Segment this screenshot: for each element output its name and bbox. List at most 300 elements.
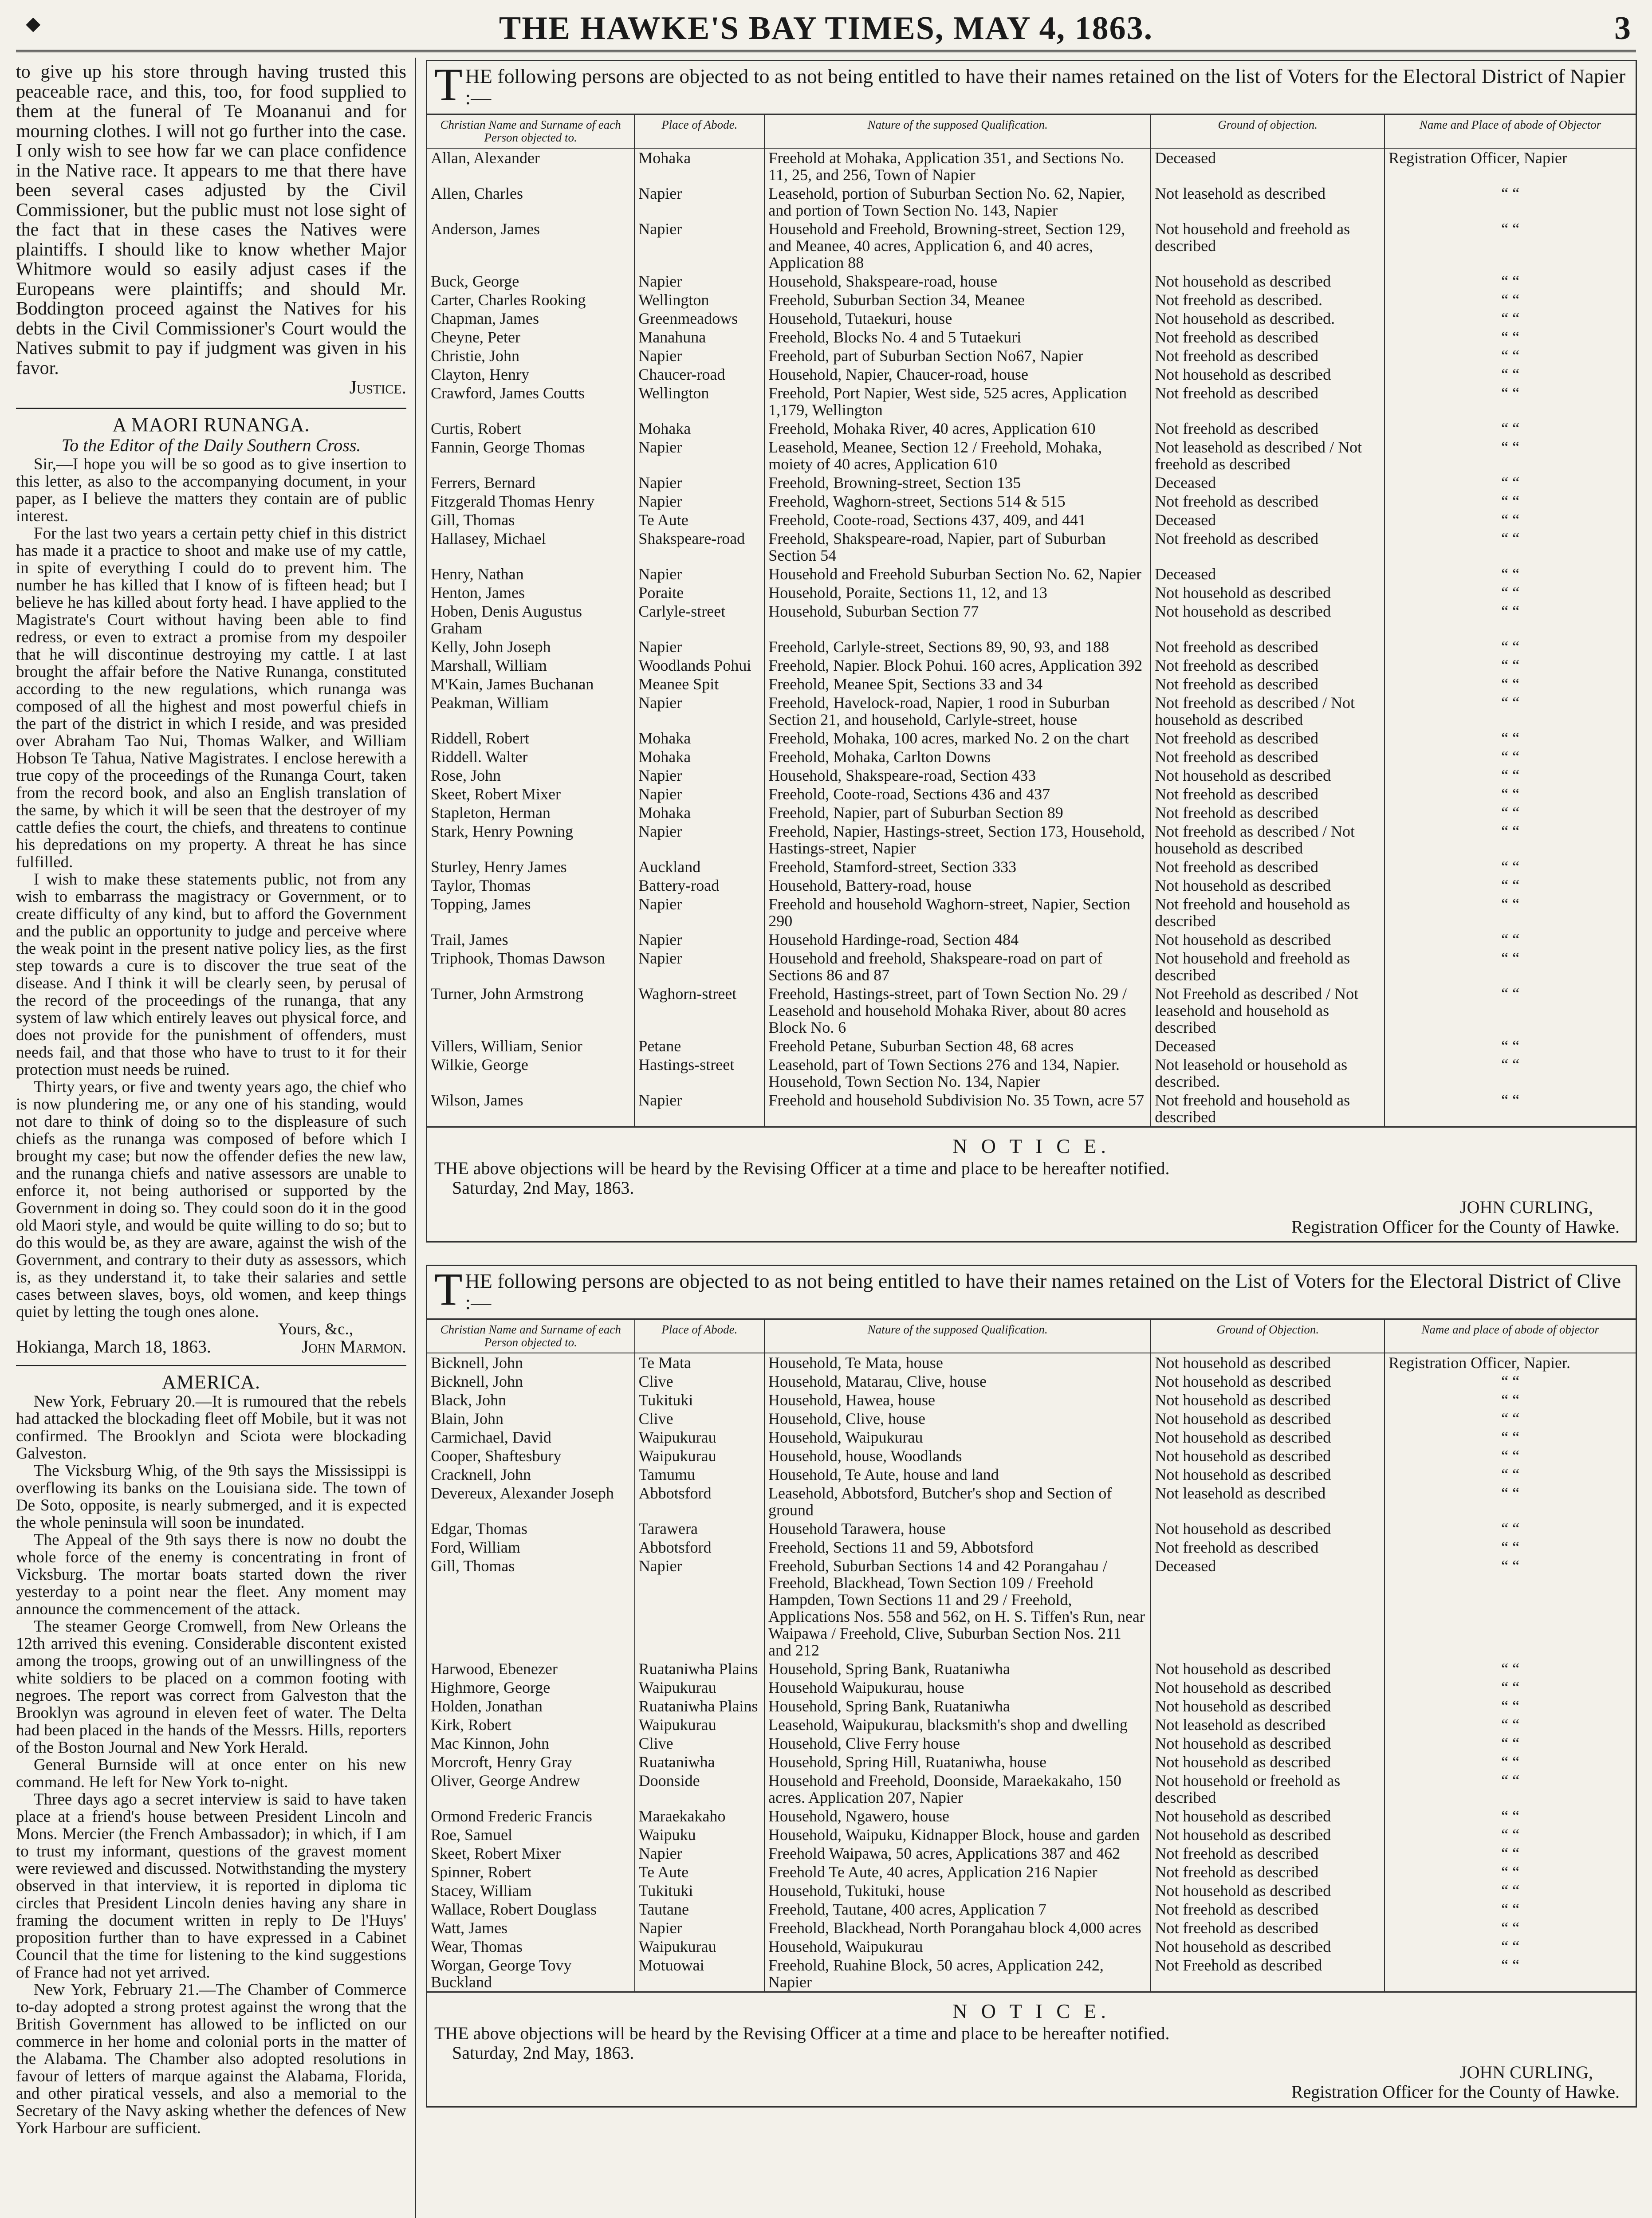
cell-ground: Not household as described xyxy=(1151,1937,1385,1956)
cell-name: Triphook, Thomas Dawson xyxy=(431,949,606,967)
cell-abode: Manahuna xyxy=(634,328,764,346)
table-row xyxy=(427,419,1636,438)
cell-ground: Not freehold as described xyxy=(1151,803,1385,822)
cell-objector: “ “ xyxy=(1385,328,1636,346)
table-row xyxy=(427,529,1636,565)
cell-qualification: Household, Waipukurau xyxy=(764,1937,1151,1956)
cell-qualification: Freehold, Tautane, 400 acres, Application 7 xyxy=(764,1900,1151,1919)
cell-objector: “ “ xyxy=(1385,602,1636,637)
masthead xyxy=(0,0,1652,49)
cell-abode: Napier xyxy=(634,346,764,365)
divider xyxy=(16,1365,406,1366)
cell-name: Henton, James xyxy=(431,584,525,602)
cell-ground: Not household or freehold as described xyxy=(1151,1771,1385,1807)
cell-ground: Not household as described xyxy=(1151,1372,1385,1391)
cell-objector: “ “ xyxy=(1385,656,1636,675)
table-row xyxy=(427,602,1636,637)
cell-abode: Clive xyxy=(635,1409,764,1428)
table-row xyxy=(427,583,1636,602)
cell-qualification: Leasehold, portion of Suburban Section No. 62, Napier, and portion of Town Section No. 143, Napier xyxy=(764,184,1151,220)
notice-office: Registration Officer for the County of Hawke. xyxy=(1291,1217,1620,1237)
table-row xyxy=(427,1538,1636,1557)
cell-objector: “ “ xyxy=(1385,511,1636,529)
cell-abode: Waipukurau xyxy=(635,1937,764,1956)
cell-name: Allen, Charles xyxy=(431,185,523,202)
cell-objector: “ “ xyxy=(1385,184,1636,220)
cell-objector: “ “ xyxy=(1385,384,1636,419)
cell-qualification: Household, Clive Ferry house xyxy=(764,1734,1151,1753)
masthead-rule xyxy=(16,50,1636,52)
cell-objector: “ “ xyxy=(1385,1734,1636,1753)
cell-objector: “ “ xyxy=(1385,766,1636,785)
cell-ground: Not household as described xyxy=(1151,365,1385,384)
cell-ground: Not household as described xyxy=(1151,1447,1385,1465)
cell-name: Devereux, Alexander Joseph xyxy=(431,1484,614,1502)
cell-abode: Wellington xyxy=(634,291,764,309)
cell-ground: Not household as described xyxy=(1151,1825,1385,1844)
cell-abode: Napier xyxy=(634,492,764,511)
napier-intro xyxy=(427,59,1636,114)
cell-ground: Not freehold as described xyxy=(1151,1538,1385,1557)
cell-abode: Petane xyxy=(634,1037,764,1055)
cell-abode: Auckland xyxy=(634,857,764,876)
cell-name: Kelly, John Joseph xyxy=(431,638,551,656)
cell-abode: Maraekakaho xyxy=(635,1807,764,1825)
cell-abode: Tamumu xyxy=(635,1465,764,1484)
cell-name: M'Kain, James Buchanan xyxy=(431,675,594,693)
cell-abode: Tukituki xyxy=(635,1881,764,1900)
cell-abode: Napier xyxy=(634,637,764,656)
drop-cap: T xyxy=(434,59,463,110)
cell-name: Wallace, Robert Douglass xyxy=(431,1900,597,1918)
cell-abode: Napier xyxy=(634,565,764,583)
cell-ground: Not Freehold as described / Not leasehold and household as described xyxy=(1151,984,1385,1037)
clive-intro xyxy=(427,1264,1636,1318)
table-row xyxy=(427,473,1636,492)
cell-objector: “ “ xyxy=(1385,984,1636,1037)
cell-abode: Poraite xyxy=(634,583,764,602)
cell-ground: Not household and freehold as described xyxy=(1151,949,1385,984)
cell-abode: Mohaka xyxy=(634,803,764,822)
col-header-ground: Ground of Objection. xyxy=(1151,1319,1385,1353)
cell-name: Watt, James xyxy=(431,1919,508,1937)
cell-name: Roe, Samuel xyxy=(431,1826,512,1844)
cell-name: Fannin, George Thomas xyxy=(431,438,585,456)
cell-ground: Not freehold as described xyxy=(1151,346,1385,365)
table-row xyxy=(427,1391,1636,1409)
table-row xyxy=(427,1753,1636,1771)
cell-ground: Not freehold as described / Not household as described xyxy=(1151,693,1385,729)
cell-abode: Doonside xyxy=(635,1771,764,1807)
table-row xyxy=(427,1844,1636,1863)
cell-objector: “ “ xyxy=(1385,1484,1636,1519)
cell-objector: “ “ xyxy=(1385,930,1636,949)
cell-abode: Mohaka xyxy=(634,419,764,438)
cell-abode: Abbotsford xyxy=(635,1538,764,1557)
cell-abode: Napier xyxy=(634,930,764,949)
cell-qualification: Freehold, Blocks No. 4 and 5 Tutaekuri xyxy=(764,328,1151,346)
cell-qualification: Household, Napier, Chaucer-road, house xyxy=(764,365,1151,384)
cell-name: Gill, Thomas xyxy=(431,511,515,529)
cell-objector: “ “ xyxy=(1385,1538,1636,1557)
article-continuation: to give up his store through having trusted this peaceable race, and this, too, for food supplied to them at the funeral of Te Moananui and for mourning clothes. I will not go further into the case. I only wish to see how far we can place confidence in the Native race. It appears to me that there have been several cases adjusted by the Civil Commissioner, but the public must not lose sight of the fact that in these cases the Natives were plaintiffs. I should like to know whether Major Whitmore would so easily adjust cases if the Europeans were plaintiffs; and should Mr. Boddington proceed against the Natives for his debts in the Civil Commissioner's Court would the Natives submit to pay if judgment was given in his favor. xyxy=(16,62,406,378)
intro-text: HE following persons are objected to as not being entitled to have their names retained on the list of Voters for the Electoral District of Napier :— xyxy=(465,65,1626,109)
paragraph: Three days ago a secret interview is said to have taken place at a friend's house between President Lincoln and Mons. Mercier (the French Ambassador); in which, if I am to trust my informant, questions of the gravest moment were reviewed and discussed. Notwithstanding the mystery observed in that interview, it is reported in diploma tic circles that President Lincoln denies having any share in framing the document written in reply to De l'Huys' proposition further than to have expressed in a Cabinet Council that the time for listening to the kind suggestions of France had not yet arrived. xyxy=(16,1790,406,1982)
cell-abode: Napier xyxy=(635,1844,764,1863)
cell-ground: Not household as described xyxy=(1151,1409,1385,1428)
cell-objector: “ “ xyxy=(1385,309,1636,328)
cell-abode: Te Aute xyxy=(634,511,764,529)
cell-objector: “ “ xyxy=(1385,1678,1636,1697)
cell-abode: Greenmeadows xyxy=(634,309,764,328)
cell-name: Harwood, Ebenezer xyxy=(431,1660,558,1678)
notice-signer: JOHN CURLING, xyxy=(1460,2062,1593,2082)
intro-text: HE following persons are objected to as not being entitled to have their names retained on the List of Voters for the Electoral District of Clive :— xyxy=(465,1270,1621,1313)
paragraph: Thirty years, or five and twenty years ago, the chief who is now plundering me, or any one of his standing, would not dare to think of doing so to the displeasure of such chiefs as the runanga was composed of before which I brought my case; but now the offender defies the new law, and the runanga chiefs and native assessors are unable to enforce it, not being authorised or supported by the Government in doing so. They could soon do it in the good old Maori style, and would be quite willing to do so; but to do this would be, as they are aware, against the wish of the Government, and contrary to their duty as assessors, which is, as they understand it, to take their salaries and settle cases between slaves, boys, old women, and keep things quiet by letting the tough ones alone. xyxy=(16,1078,406,1321)
cell-name: Stark, Henry Powning xyxy=(431,822,573,840)
cell-objector: “ “ xyxy=(1385,1660,1636,1678)
cell-ground: Deceased xyxy=(1151,1037,1385,1055)
cell-qualification: Freehold, Coote-road, Sections 436 and 437 xyxy=(764,785,1151,803)
cell-ground: Not leasehold as described / Not freehold as described xyxy=(1151,438,1385,473)
cell-name: Allan, Alexander xyxy=(431,149,540,167)
cell-ground: Not Freehold as described xyxy=(1151,1956,1385,1991)
cell-name: Buck, George xyxy=(431,272,519,290)
cell-abode: Napier xyxy=(635,1919,764,1937)
table-row xyxy=(427,1956,1636,1991)
cell-qualification: Freehold, Havelock-road, Napier, 1 rood in Suburban Section 21, and household, Carlyle-street, house xyxy=(764,693,1151,729)
cell-abode: Mohaka xyxy=(634,729,764,747)
headline-runanga: A MAORI RUNANGA. xyxy=(112,413,310,436)
cell-abode: Tautane xyxy=(635,1900,764,1919)
cell-abode: Wellington xyxy=(634,384,764,419)
cell-ground: Not freehold and household as described xyxy=(1151,1091,1385,1126)
cell-name: Highmore, George xyxy=(431,1679,551,1696)
cell-objector: “ “ xyxy=(1385,1844,1636,1863)
cell-qualification: Freehold, Napier. Block Pohui. 160 acres, Application 392 xyxy=(764,656,1151,675)
table-row xyxy=(427,822,1636,857)
cell-qualification: Freehold, Blackhead, North Porangahau block 4,000 acres xyxy=(764,1919,1151,1937)
cell-objector: “ “ xyxy=(1385,785,1636,803)
table-row xyxy=(427,930,1636,949)
cell-ground: Not freehold as described xyxy=(1151,675,1385,693)
cell-name: Hoben, Denis Augustus Graham xyxy=(431,602,582,637)
cell-name: Skeet, Robert Mixer xyxy=(431,785,561,803)
cell-objector: “ “ xyxy=(1385,220,1636,272)
cell-ground: Not freehold as described xyxy=(1151,747,1385,766)
cell-qualification: Household and Freehold, Browning-street, Section 129, and Meanee, 40 acres, Application 6, and 40 acres, Application 88 xyxy=(764,220,1151,272)
clive-table-body xyxy=(427,1353,1636,1991)
table-row xyxy=(427,984,1636,1037)
cell-objector: “ “ xyxy=(1385,1447,1636,1465)
cell-name: Riddell. Walter xyxy=(431,748,528,766)
cell-objector: “ “ xyxy=(1385,1465,1636,1484)
cell-ground: Not household as described xyxy=(1151,930,1385,949)
cell-name: Stacey, William xyxy=(431,1882,532,1899)
cell-abode: Woodlands Pohui xyxy=(634,656,764,675)
cell-qualification: Household, Battery-road, house xyxy=(764,876,1151,895)
paragraph: For the last two years a certain petty chief in this district has made it a practice to shoot and make use of my cattle, in spite of everything I could do to prevent him. The number he has killed that I know of is fifteen head; but I believe he has killed about forty head. I have applied to the Magistrate's Court without having been able to find redress, or even to extract a promise from my despoiler that he will discontinue destroying my cattle. I at last brought the affair before the Native Runanga, constituted according to the new regulations, which runanga was composed of all the highest and most powerful chiefs in the part of the district in which I reside, and was presided over Abraham Tao Nui, Thomas Walker, and William Hobson Te Tahua, Native Magistrates. I enclose herewith a true copy of the proceedings of the Runanga Court, taken from the record book, and also an English translation of the same, by which it will be seen that the destroyer of my cattle defies the court, the chiefs, and threatens to continue his depredations on my property. A threat he has since fulfilled. xyxy=(16,524,406,871)
cell-name: Fitzgerald Thomas Henry xyxy=(431,492,595,510)
table-row xyxy=(427,1519,1636,1538)
cell-qualification: Leasehold, Meanee, Section 12 / Freehold, Mohaka, moiety of 40 acres, Application 610 xyxy=(764,438,1151,473)
cell-abode: Clive xyxy=(635,1734,764,1753)
table-row xyxy=(427,729,1636,747)
cell-qualification: Leasehold, part of Town Sections 276 and 134, Napier. Household, Town Section No. 134, Napier xyxy=(764,1055,1151,1091)
col-header-abode: Place of Abode. xyxy=(634,114,764,149)
table-row xyxy=(427,272,1636,291)
cell-objector: “ “ xyxy=(1385,1091,1636,1126)
clive-objections-table xyxy=(427,1318,1636,1991)
cell-qualification: Household, Poraite, Sections 11, 12, and 13 xyxy=(764,583,1151,602)
cell-qualification: Household, Te Mata, house xyxy=(764,1353,1151,1372)
paragraph: I wish to make these statements public, not from any wish to embarrass the magistracy or Government, or to create difficulty of any kind, but to afford the Government and the public an opportunity to judge and perceive where the weak point in the present native policy lies, as the first step towards a cure is to discover the true seat of the disease. And I think it will be clearly seen, by perusal of the record of the proceedings of the runanga, that any system of law which entirely leaves out physical force, and does not provide for the punishment of offenders, must needs fail, and that those who have to trust to it for their protection must needs be ruined. xyxy=(16,870,406,1079)
cell-abode: Napier xyxy=(634,693,764,729)
cell-name: Morcroft, Henry Gray xyxy=(431,1753,572,1771)
cell-ground: Deceased xyxy=(1151,148,1385,184)
col-header-objector: Name and place of abode of objector xyxy=(1385,1319,1636,1353)
notice-title: N O T I C E. xyxy=(952,1135,1110,1157)
table-row xyxy=(427,148,1636,184)
cell-abode: Waghorn-street xyxy=(634,984,764,1037)
right-column xyxy=(426,60,1637,2108)
cell-ground: Not household as described xyxy=(1151,1465,1385,1484)
table-row xyxy=(427,565,1636,583)
cell-abode: Clive xyxy=(635,1372,764,1391)
cell-ground: Not freehold as described xyxy=(1151,1844,1385,1863)
cell-abode: Ruataniwha Plains xyxy=(635,1660,764,1678)
cell-abode: Napier xyxy=(634,272,764,291)
cell-ground: Not freehold as described / Not household as described xyxy=(1151,822,1385,857)
cell-objector: “ “ xyxy=(1385,1409,1636,1428)
cell-qualification: Freehold, Suburban Sections 14 and 42 Porangahau / Freehold, Blackhead, Town Section 109 / Freehold Hampden, Town Sections 11 and 29 / Freehold, Applications Nos. 558 and 562, on H. S. Tiffen's Run, near Waipawa / Freehold, Clive, Suburban Section Nos. 211 and 212 xyxy=(764,1557,1151,1660)
table-header-row xyxy=(427,1319,1636,1353)
cell-objector: “ “ xyxy=(1385,895,1636,930)
cell-objector: “ “ xyxy=(1385,565,1636,583)
table-row xyxy=(427,1771,1636,1807)
table-row xyxy=(427,346,1636,365)
table-row xyxy=(427,895,1636,930)
runanga-subhead: To the Editor of the Daily Southern Cross. xyxy=(61,435,361,455)
cell-objector: “ “ xyxy=(1385,1428,1636,1447)
cell-qualification: Freehold, Hastings-street, part of Town Section No. 29 / Leasehold and household Mohaka River, about 80 acres Block No. 6 xyxy=(764,984,1151,1037)
cell-abode: Napier xyxy=(634,766,764,785)
table-row xyxy=(427,693,1636,729)
notice-office: Registration Officer for the County of Hawke. xyxy=(1291,2082,1620,2102)
cell-name: Curtis, Robert xyxy=(431,420,521,437)
cell-objector: “ “ xyxy=(1385,1900,1636,1919)
cell-name: Chapman, James xyxy=(431,310,539,327)
cell-objector: Registration Officer, Napier. xyxy=(1385,1353,1636,1372)
cell-abode: Meanee Spit xyxy=(634,675,764,693)
cell-name: Christie, John xyxy=(431,347,520,365)
cell-name: Wilkie, George xyxy=(431,1056,528,1074)
table-row xyxy=(427,1055,1636,1091)
paragraph: The steamer George Cromwell, from New Orleans the 12th arrived this evening. Considerable discontent existed among the troops, growing out of an unwillingness of the white soldiers to be placed on a common footing with negroes. The report was correct from Galveston that the Brooklyn was aground in eleven feet of water. The Delta had been placed in the hands of the Messrs. Hills, reporters of the Boston Journal and New York Herald. xyxy=(16,1617,406,1757)
table-row xyxy=(427,1807,1636,1825)
table-row xyxy=(427,309,1636,328)
paragraph: New York, February 21.—The Chamber of Commerce to-day adopted a strong protest against the wrong that the British Government has allowed to be inflicted on our commerce in her home and colonial ports in the matter of the Alabama. The Chamber also adopted resolutions in favour of letters of marque against the Alabama, Florida, and other piratical vessels, and also a memorial to the Secretary of the Navy asking whether the defences of New York Harbour are sufficient. xyxy=(16,1981,406,2137)
cell-abode: Napier xyxy=(634,184,764,220)
table-row xyxy=(427,1037,1636,1055)
table-header-row xyxy=(427,114,1636,149)
col-header-abode: Place of Abode. xyxy=(635,1319,764,1353)
cell-qualification: Household, Waipukurau xyxy=(764,1428,1151,1447)
cell-qualification: Freehold, Port Napier, West side, 525 acres, Application 1,179, Wellington xyxy=(764,384,1151,419)
cell-objector: “ “ xyxy=(1385,857,1636,876)
cell-ground: Not freehold as described xyxy=(1151,857,1385,876)
cell-ground: Deceased xyxy=(1151,1557,1385,1660)
table-row xyxy=(427,1428,1636,1447)
cell-name: Wilson, James xyxy=(431,1091,523,1109)
cell-objector: Registration Officer, Napier xyxy=(1385,148,1636,184)
cell-ground: Not freehold as described xyxy=(1151,656,1385,675)
table-row xyxy=(427,1825,1636,1844)
cell-ground: Not freehold as described xyxy=(1151,1900,1385,1919)
cell-name: Holden, Jonathan xyxy=(431,1697,543,1715)
cell-name: Worgan, George Tovy Buckland xyxy=(431,1956,572,1991)
cell-qualification: Freehold, Browning-street, Section 135 xyxy=(764,473,1151,492)
cell-qualification: Household Waipukurau, house xyxy=(764,1678,1151,1697)
cell-ground: Not freehold as described xyxy=(1151,529,1385,565)
cell-ground: Deceased xyxy=(1151,511,1385,529)
cell-abode: Ruataniwha Plains xyxy=(635,1697,764,1715)
cell-objector: “ “ xyxy=(1385,1037,1636,1055)
cell-objector: “ “ xyxy=(1385,438,1636,473)
cell-qualification: Freehold at Mohaka, Application 351, and Sections No. 11, 25, and 256, Town of Napier xyxy=(764,148,1151,184)
napier-table-body xyxy=(427,148,1636,1126)
cell-ground: Not household as described xyxy=(1151,602,1385,637)
cell-qualification: Freehold Te Aute, 40 acres, Application 216 Napier xyxy=(764,1863,1151,1881)
cell-abode: Napier xyxy=(634,895,764,930)
cell-abode: Napier xyxy=(634,473,764,492)
cell-abode: Tukituki xyxy=(635,1391,764,1409)
cell-objector: “ “ xyxy=(1385,419,1636,438)
cell-name: Bicknell, John xyxy=(431,1354,523,1372)
article-signature: Justice. xyxy=(349,378,406,398)
table-row xyxy=(427,1484,1636,1519)
cell-objector: “ “ xyxy=(1385,1557,1636,1660)
cell-ground: Not household as described. xyxy=(1151,309,1385,328)
paragraph: The Appeal of the 9th says there is now no doubt the whole force of the enemy is concentrating in front of Vicksburg. The mortar boats started down the river yesterday to a point near the fleet. Any moment may announce the commencement of the attack. xyxy=(16,1531,406,1618)
cell-qualification: Household, Spring Bank, Ruataniwha xyxy=(764,1697,1151,1715)
table-row xyxy=(427,656,1636,675)
cell-name: Henry, Nathan xyxy=(431,565,524,583)
table-row xyxy=(427,785,1636,803)
cell-ground: Not freehold as described. xyxy=(1151,291,1385,309)
letter-date: Hokianga, March 18, 1863. xyxy=(16,1336,211,1357)
cell-name: Rose, John xyxy=(431,767,501,784)
cell-ground: Not leasehold as described xyxy=(1151,1484,1385,1519)
napier-objections-table xyxy=(427,114,1636,1126)
table-row xyxy=(427,1937,1636,1956)
cell-ground: Not household as described xyxy=(1151,1519,1385,1538)
cell-name: Cheyne, Peter xyxy=(431,328,520,346)
table-row xyxy=(427,1660,1636,1678)
table-row xyxy=(427,384,1636,419)
table-row xyxy=(427,1409,1636,1428)
table-row xyxy=(427,1734,1636,1753)
column-separator xyxy=(415,58,416,2218)
table-row xyxy=(427,1091,1636,1126)
cell-ground: Not household as described xyxy=(1151,876,1385,895)
cell-objector: “ “ xyxy=(1385,1937,1636,1956)
cell-ground: Not household as described xyxy=(1151,583,1385,602)
cell-abode: Te Mata xyxy=(635,1353,764,1372)
cell-ground: Deceased xyxy=(1151,473,1385,492)
cell-abode: Motuowai xyxy=(635,1956,764,1991)
cell-objector: “ “ xyxy=(1385,529,1636,565)
cell-abode: Mohaka xyxy=(634,747,764,766)
table-row xyxy=(427,803,1636,822)
cell-name: Turner, John Armstrong xyxy=(431,985,584,1003)
cell-qualification: Freehold, Meanee Spit, Sections 33 and 34 xyxy=(764,675,1151,693)
table-row xyxy=(427,1900,1636,1919)
cell-ground: Not leasehold as described xyxy=(1151,1715,1385,1734)
table-row xyxy=(427,291,1636,309)
cell-ground: Not leasehold as described xyxy=(1151,184,1385,220)
cell-name: Wear, Thomas xyxy=(431,1938,523,1955)
cell-abode: Napier xyxy=(634,220,764,272)
table-row xyxy=(427,876,1636,895)
cell-name: Oliver, George Andrew xyxy=(431,1772,580,1789)
cell-ground: Not household as described xyxy=(1151,1734,1385,1753)
table-row xyxy=(427,949,1636,984)
cell-objector: “ “ xyxy=(1385,1807,1636,1825)
cell-objector: “ “ xyxy=(1385,1956,1636,1991)
cell-objector: “ “ xyxy=(1385,473,1636,492)
cell-objector: “ “ xyxy=(1385,1391,1636,1409)
col-header-name: Christian Name and Surname of each Person objected to. xyxy=(427,114,634,149)
cell-objector: “ “ xyxy=(1385,1863,1636,1881)
cell-ground: Not freehold as described xyxy=(1151,1919,1385,1937)
col-header-qualification: Nature of the supposed Qualification. xyxy=(764,1319,1151,1353)
cell-qualification: Household, Tukituki, house xyxy=(764,1881,1151,1900)
table-row xyxy=(427,1919,1636,1937)
cell-ground: Not household as described xyxy=(1151,766,1385,785)
paragraph: Sir,—I hope you will be so good as to give insertion to this letter, as also to the accompanying document, in your paper, as I believe the matters they contain are of public interest. xyxy=(16,455,406,525)
cell-objector: “ “ xyxy=(1385,583,1636,602)
letter-closing: Yours, &c., xyxy=(278,1320,353,1338)
cell-qualification: Freehold and household Subdivision No. 35 Town, acre 57 xyxy=(764,1091,1151,1126)
col-header-objector: Name and Place of abode of Objector xyxy=(1385,114,1636,149)
cell-abode: Battery-road xyxy=(634,876,764,895)
cell-ground: Not freehold and household as described xyxy=(1151,895,1385,930)
cell-objector: “ “ xyxy=(1385,747,1636,766)
clive-objections-notice xyxy=(426,1265,1637,2108)
cell-qualification: Leasehold, Abbotsford, Butcher's shop and Section of ground xyxy=(764,1484,1151,1519)
cell-objector: “ “ xyxy=(1385,1519,1636,1538)
cell-ground: Not freehold as described xyxy=(1151,1863,1385,1881)
cell-objector: “ “ xyxy=(1385,876,1636,895)
table-row xyxy=(427,747,1636,766)
cell-name: Carter, Charles Rooking xyxy=(431,291,586,309)
cell-qualification: Freehold, Mohaka, Carlton Downs xyxy=(764,747,1151,766)
cell-abode: Napier xyxy=(634,438,764,473)
cell-objector: “ “ xyxy=(1385,1919,1636,1937)
cell-abode: Mohaka xyxy=(634,148,764,184)
cell-qualification: Household, Matarau, Clive, house xyxy=(764,1372,1151,1391)
cell-objector: “ “ xyxy=(1385,291,1636,309)
cell-qualification: Freehold, Coote-road, Sections 437, 409, and 441 xyxy=(764,511,1151,529)
cell-ground: Not leasehold or household as described. xyxy=(1151,1055,1385,1091)
cell-qualification: Household, Hawea, house xyxy=(764,1391,1151,1409)
letter-footer xyxy=(16,1338,406,1355)
america-news xyxy=(16,1393,406,2137)
cell-name: Topping, James xyxy=(431,895,531,913)
cell-name: Riddell, Robert xyxy=(431,729,529,747)
cell-qualification: Household and freehold, Shakspeare-road on part of Sections 86 and 87 xyxy=(764,949,1151,984)
